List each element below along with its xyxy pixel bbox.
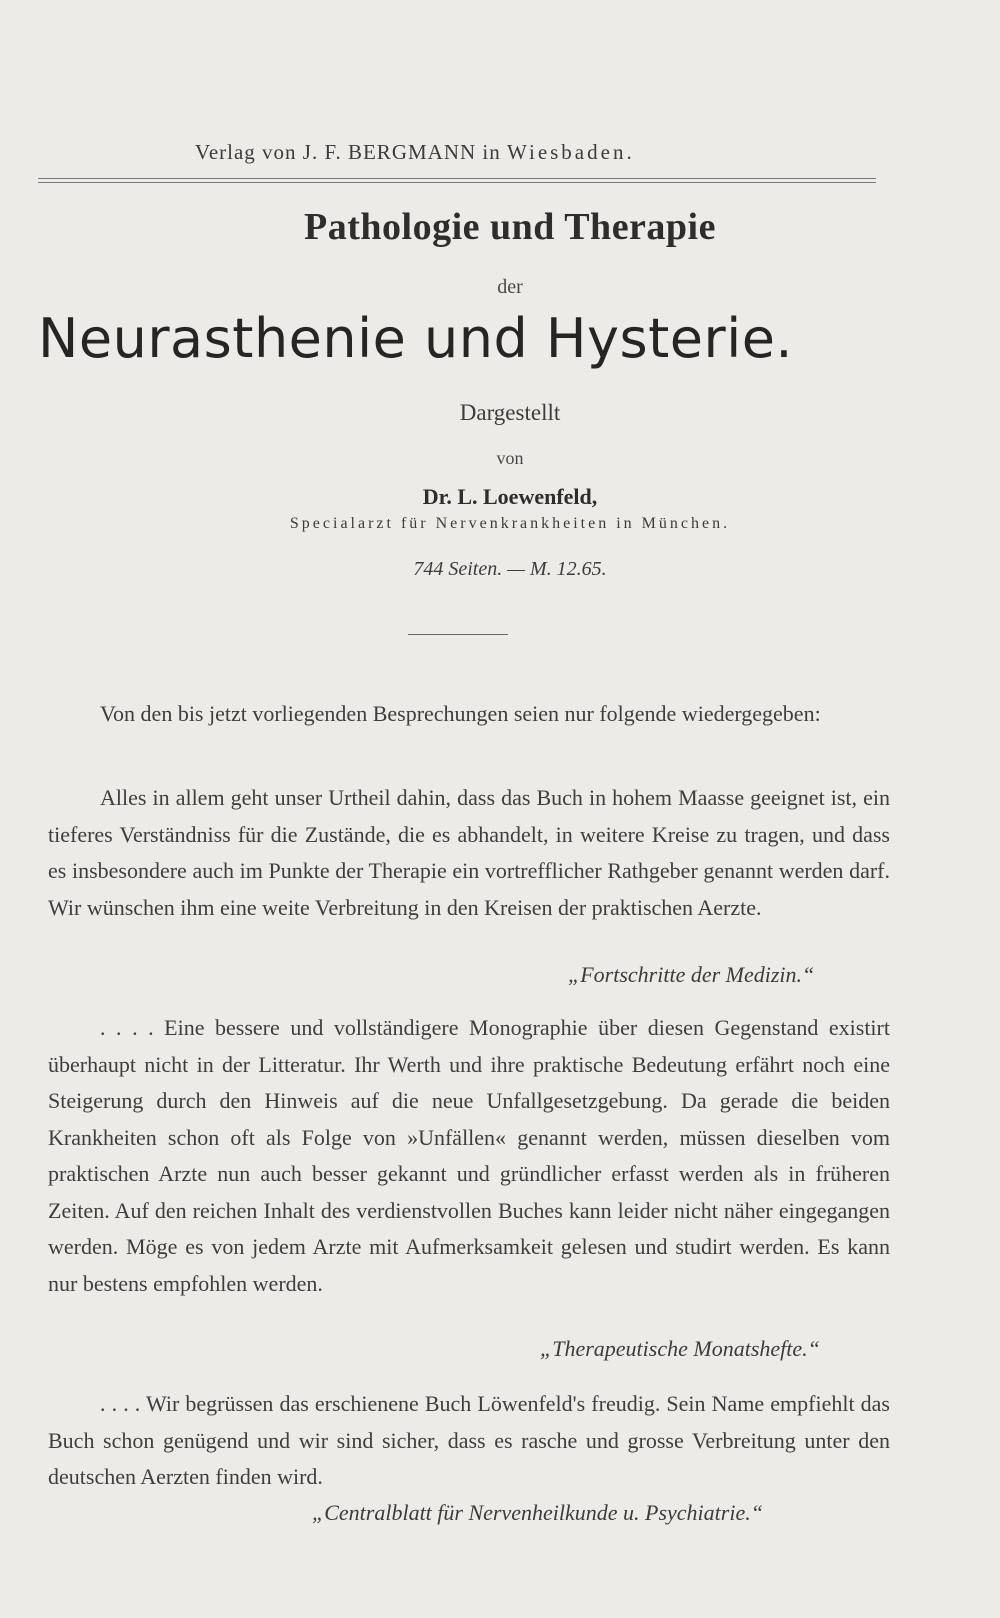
book-title-der: der	[497, 276, 523, 298]
header-rule-bottom	[38, 182, 876, 183]
reviews-intro: Von den bis jetzt vorliegenden Besprechungen seien nur folgende wiedergegeben:	[100, 701, 821, 726]
author-name: Dr. L. Loewenfeld,	[422, 484, 598, 509]
publisher-line	[195, 140, 635, 165]
dargestellt-label: Dargestellt	[459, 400, 561, 425]
review-1-source: „Fortschritte der Medizin.“	[568, 962, 815, 987]
review-2-text: . . . . Eine bessere und vollständigere Monographie über diesen Gegenstand existirt überhaupt nicht in der Litteratur. Ihr Werth und ihre praktische Bedeutung erfährt noch eine Steigerung durch den Hinweis auf die neue Unfallgesetzgebung. Da gerade die beiden Krankheiten schon oft als Folge von »Unfällen« genannt werden, müssen dieselben vom praktischen Arzte nun auch besser gekannt und gründlicher erfasst werden als in früheren Zeiten. Auf den reichen Inhalt des verdienstvollen Buches kann leider nicht näher eingegangen werden. Möge es von jedem Arzte mit Aufmerksamkeit gelesen und studirt werden. Es kann nur bestens empfohlen werden.	[48, 1015, 890, 1296]
header-rule-top	[38, 178, 876, 179]
book-title-line1: Pathologie und Therapie	[304, 206, 716, 248]
section-divider	[408, 634, 508, 635]
book-title-line2: Neurasthenie und Hysterie.	[38, 307, 794, 370]
publisher-prefix: Verlag von J. F. BERGMANN in	[195, 140, 501, 164]
page-count-price: 744 Seiten. — M. 12.65.	[413, 558, 607, 580]
review-1-text: Alles in allem geht unser Urtheil dahin, dass das Buch in hohem Maasse geeignet ist, ein tieferes Verständniss für die Zustände, die es abhandelt, in weitere Kreise zu tragen, und dass es insbesondere auch im Punkte der Therapie ein vortrefflicher Rathgeber genannt werden darf. Wir wünschen ihm eine weite Verbreitung in den Kreisen der praktischen Aerzte.	[48, 785, 890, 920]
author-affiliation: Specialarzt für Nervenkrankheiten in München.	[289, 515, 731, 532]
review-2-source: „Therapeutische Monatshefte.“	[540, 1336, 820, 1361]
review-3-source: „Centralblatt für Nervenheilkunde u. Psychiatrie.“	[312, 1500, 763, 1525]
von-label: von	[496, 448, 524, 468]
review-3-text: . . . . Wir begrüssen das erschienene Buch Löwenfeld's freudig. Sein Name empfiehlt das Buch schon genügend und wir sind sicher, dass es rasche und grosse Verbreitung unter den deutschen Aerzten finden wird.	[48, 1391, 890, 1489]
publisher-city: Wiesbaden.	[507, 140, 635, 164]
